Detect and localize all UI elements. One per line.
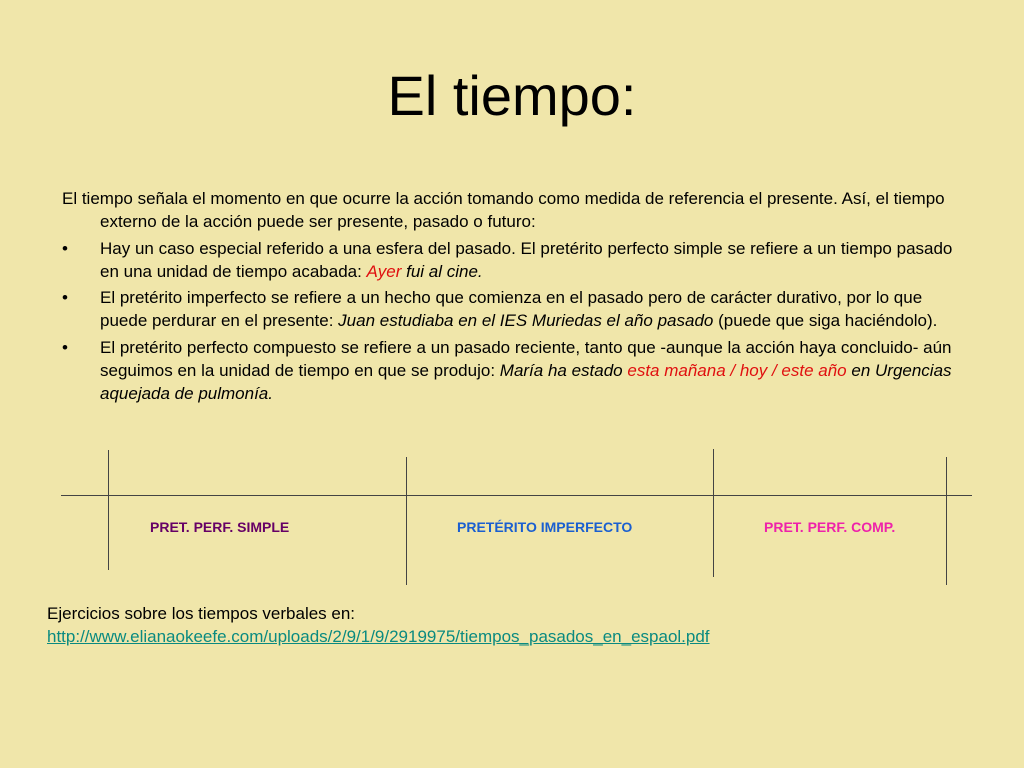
- timeline-axis: [61, 495, 972, 496]
- exercises-link[interactable]: http://www.elianaokeefe.com/uploads/2/9/1/9/2919975/tiempos_pasados_en_espaol.pdf: [47, 627, 710, 646]
- example-highlight: esta mañana / hoy / este año: [627, 361, 847, 381]
- example-text: Juan estudiaba en el IES Muriedas el año pasado: [338, 311, 714, 331]
- timeline-tick: [946, 457, 947, 585]
- example-text: María ha estado: [499, 361, 623, 381]
- bullet-icon: •: [62, 238, 68, 258]
- example-highlight: Ayer: [366, 261, 402, 281]
- bullet-icon: •: [62, 288, 68, 308]
- intro-paragraph: El tiempo señala el momento en que ocurre la acción tomando como medida de referencia el presente. Así, el tiempo externo de la acción puede ser presente, pasado o futuro:: [62, 189, 945, 232]
- timeline-tick: [406, 457, 407, 585]
- label-pret-perf-comp: PRET. PERF. COMP.: [764, 519, 896, 535]
- bullet-text: El pretérito imperfecto se refiere a un hecho que comienza en el pasado pero de carácter durativo, por lo que puede perdurar en el presente:: [100, 288, 923, 331]
- timeline-tick: [713, 449, 714, 577]
- bullet-text: El pretérito perfecto compuesto se refiere a un pasado reciente, tanto que -aunque la acción haya concluido- aún seguimos en la unidad de tiempo en que se produjo:: [100, 337, 952, 381]
- exercises-section: [47, 602, 710, 648]
- example-text: en Urgencias aquejada de pulmonía.: [100, 361, 952, 404]
- timeline-tick: [108, 450, 109, 570]
- bullet-suffix: (puede que siga haciéndolo).: [713, 311, 938, 331]
- example-text: fui al cine.: [406, 261, 483, 281]
- exercises-label: Ejercicios sobre los tiempos verbales en:: [47, 604, 356, 623]
- label-preterito-imperfecto: PRETÉRITO IMPERFECTO: [457, 519, 633, 535]
- slide-title: El tiempo:: [387, 64, 637, 127]
- bullet-text: Hay un caso especial referido a una esfera del pasado. El pretérito perfecto simple se refiere a un tiempo pasado en una unidad de tiempo acabada:: [100, 238, 953, 281]
- label-pret-perf-simple: PRET. PERF. SIMPLE: [150, 519, 290, 535]
- bullet-icon: •: [62, 337, 68, 357]
